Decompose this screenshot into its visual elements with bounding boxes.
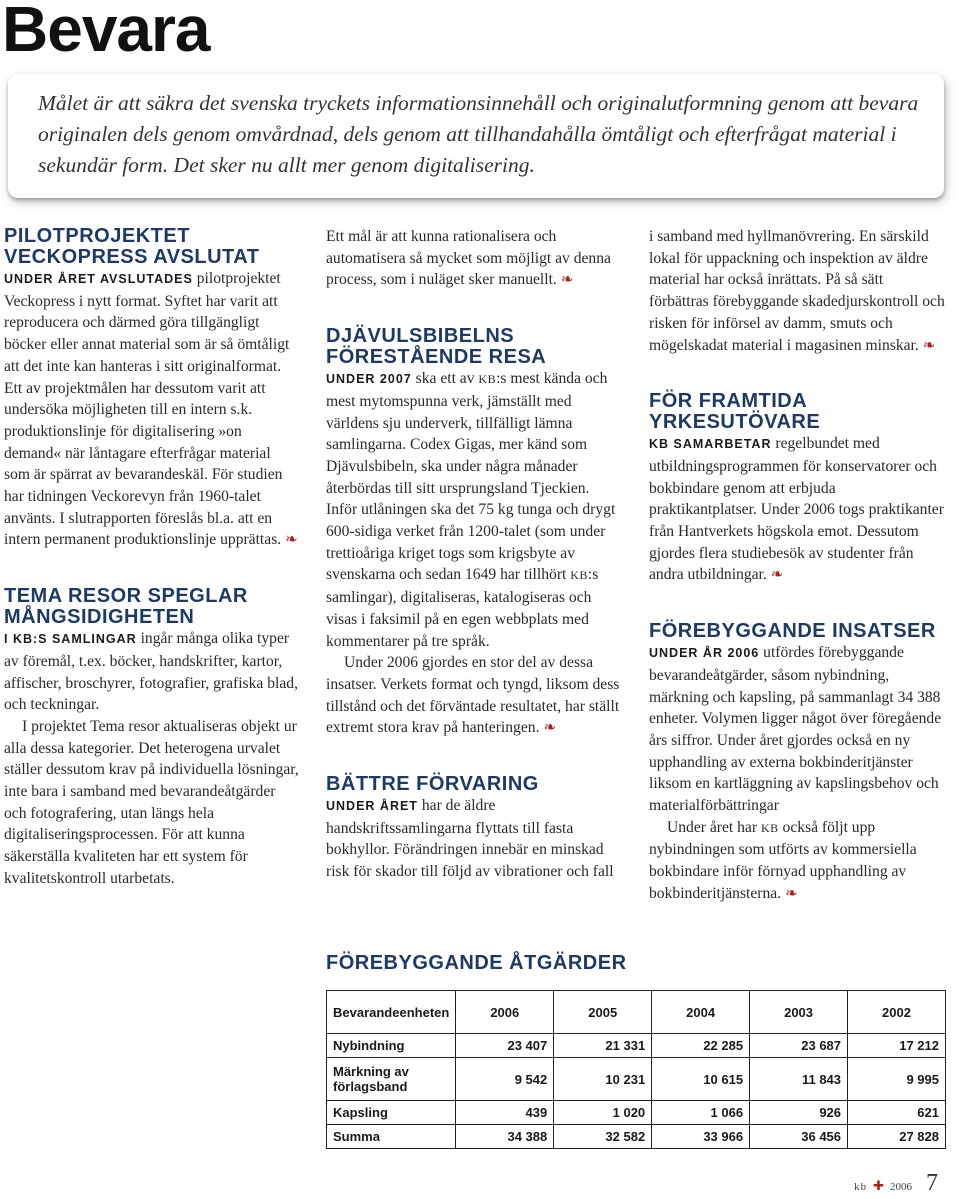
paragraph-pilotprojektet: UNDER ÅRET AVSLUTADES pilotprojektet Veckopress i nytt format. Syftet har varit att reproducera och därmed göra tillgängligt böcker eller annat material som är så ömtåligt att det inte kan hanteras i sitt originalformat. Ett av projektmålen har dessutom varit att undersöka möjligheten till en intern s.k. produktionslinje för digitalisering »on demand« när låntagare efterfrågar material som är spärrat av bevarandeskäl. För studien har tidningen Veckorevyn från 1960-talet använts. I slutrapporten föreslås bl.a. att en intern permanent produktionslinje upprättas. ❧ [4,270,298,549]
table-cell: 21 331 [554,1034,652,1058]
table-header-year: 2002 [848,991,946,1034]
footer-year: 2006 [890,1181,912,1193]
statistics-table [326,990,946,1149]
table-header-year: 2005 [554,991,652,1034]
paragraph-djavulsbibeln-2: Under 2006 gjordes en stor del av dessa insatser. Verkets format och tyngd, liksom dess tillstånd och det förväntade resultatet, har ställt extremt stora krav på hanteringen. ❧ [326,654,620,737]
table-cell: 10 615 [652,1058,750,1101]
table-cell: 10 231 [554,1058,652,1101]
column-1 [4,226,299,890]
lead-in: UNDER ÅR 2006 [649,646,760,661]
paragraph-forebyggande-insatser-2: Under året har KB också följt upp nybindningen som utförts av kommersiella bokbindare inför förnyad upphandling av bokbinderitjänsterna. ❧ [649,818,917,902]
heading-framtida-yrkesutovare: FÖR FRAMTIDA YRKESUTÖVARE [649,390,821,434]
table-cell: 9 542 [456,1058,554,1101]
heading-battre-forvaring: BÄTTRE FÖRVARING [326,773,539,796]
table-cell: 23 407 [456,1034,554,1058]
table-cell: 36 456 [750,1125,848,1149]
table-cell: 439 [456,1101,554,1125]
lead-in: UNDER 2007 [326,372,412,387]
footer-brand: kb [854,1181,868,1193]
table-header-label: Bevarandeenheten [327,991,456,1034]
table-row [327,1125,946,1149]
table-cell: 1 020 [554,1101,652,1125]
table-header-row [327,991,946,1034]
heading-djavulsbibeln: DJÄVULSBIBELNS FÖRESTÅENDE RESA [326,325,547,369]
table-header-year: 2003 [750,991,848,1034]
end-mark-icon: ❧ [285,532,298,549]
table-row [327,1058,946,1101]
heading-forebyggande-insatser: FÖREBYGGANDE INSATSER [649,620,936,643]
table-cell: 23 687 [750,1034,848,1058]
table-cell: 1 066 [652,1101,750,1125]
intro-text: Målet är att säkra det svenska tryckets informationsinnehåll och originalutformning genom att bevara originalen dels genom omvårdnad, dels genom att tillhandahålla ömtåligt och efterfrågat material i sekundär form. Det sker nu allt mer genom digitalisering. [38,91,919,177]
paragraph-tema-resor: I KB:S SAMLINGAR ingår många olika typer av föremål, t.ex. böcker, handskrifter, kartor, affischer, broschyrer, fotografier, grafiska blad, och teckningar. [4,630,298,714]
end-mark-icon: ❧ [543,720,557,737]
table-cell: 11 843 [750,1058,848,1101]
table-cell: 33 966 [652,1125,750,1149]
heading-tema-resor: TEMA RESOR SPEGLAR MÅNGSIDIGHETEN [4,585,248,629]
table-row [327,1034,946,1058]
intro-box [8,74,944,198]
column-3 [649,226,945,906]
row-label: Nybindning [327,1034,456,1058]
table-header-year: 2004 [652,991,750,1034]
row-label: Kapsling [327,1101,456,1125]
paragraph-framtida-yrkesutovare: KB SAMARBETAR regelbundet med utbildningsprogrammen för konservatorer och bokbindare genom att erbjuda praktikantplatser. Under 2006 togs praktikanter från Hantverkets högskola emot. Dessutom gjordes flera studiebesök av studenter från andra utbildningar. ❧ [649,435,944,584]
table-cell: 17 212 [848,1034,946,1058]
end-mark-icon: ❧ [560,272,574,289]
paragraph-forebyggande-insatser: UNDER ÅR 2006 utfördes förebyggande bevarandeåtgärder, såsom nybindning, märkning och kapsling, på sammanlagt 34 388 enheter. Volymen ligger något över föregående års siffror. Under året gjordes också en ny upphandling av externa bokbinderitjänster liksom en kartläggning av kapslingsbehov och materialförbättringar [649,644,942,815]
column-2 [326,226,622,883]
row-label: Märkning av förlagsband [327,1058,456,1101]
table-cell: 22 285 [652,1034,750,1058]
paragraph-djavulsbibeln: UNDER 2007 ska ett av KB:s mest kända och mest mytomspunna verk, jämställt med världens sju underverk, tillfälligt lämna samlingarna. Codex Gigas, mer känd som Djävulsbibeln, ska under några månader återbördas till sitt ursprungsland Tjeckien. Inför utlåningen ska det 75 kg tunga och drygt 600-sidiga verket från 1200-talet (som under trettioåriga kriget togs som krigsbyte av svenskarna och sedan 1649 har tillhört KB:s samlingar), digitaliseras, katalogiseras och visas i faksimil på en egen webbplats med kommentarer på tre språk. [326,370,616,650]
paragraph-tema-continued: Ett mål är att kunna rationalisera och automatisera så mycket som möjligt av denna process, som i nuläget sker manuellt. ❧ [326,228,611,289]
table-header-year: 2006 [456,991,554,1034]
table-cell: 34 388 [456,1125,554,1149]
lead-in: UNDER ÅRET AVSLUTADES [4,272,193,286]
table-title: FÖREBYGGANDE ÅTGÄRDER [326,952,627,974]
table-cell: 27 828 [848,1125,946,1149]
table-cell: 32 582 [554,1125,652,1149]
lead-in: UNDER ÅRET [326,799,418,814]
table-cell: 621 [848,1101,946,1125]
row-label: Summa [327,1125,456,1149]
end-mark-icon: ❧ [922,337,936,354]
table-cell: 926 [750,1101,848,1125]
cross-icon: ✚ [873,1179,884,1194]
page-number: 7 [926,1170,938,1196]
paragraph-tema-resor-2: I projektet Tema resor aktualiseras objekt ur alla dessa kategorier. Det heterogena urvalet ställer dessutom krav på individuella lösningar, inte bara i samband med bevarandeåtgärder och fotografering, utan längs hela digitaliseringsprocessen. För att kunna säkerställa kvaliteten har ett system för kvalitetskontroll utarbetats. [4,717,299,887]
table-cell: 9 995 [848,1058,946,1101]
paragraph-forvaring-continued: i samband med hyllmanövrering. En särskild lokal för uppackning och inspektion av äldre material har också inrättats. På så sätt förbättras förebyggande skadedjurskontroll och risken för införsel av damm, smuts och mögelskadat material i magasinen minskar. ❧ [649,228,945,354]
paragraph-battre-forvaring: UNDER ÅRET har de äldre handskriftssamlingarna flyttats till fasta bokhyllor. Förändringen innebär en minskad risk för skador till följd av vibrationer och fall [326,797,614,881]
page-footer [854,1170,938,1197]
end-mark-icon: ❧ [785,885,798,902]
end-mark-icon: ❧ [770,567,784,584]
page-title: Bevara [2,0,210,65]
table-row [327,1101,946,1125]
lead-in: I KB:S SAMLINGAR [4,632,137,647]
heading-pilotprojektet: PILOTPROJEKTET VECKOPRESS AVSLUTAT [4,225,260,268]
lead-in: KB SAMARBETAR [649,437,772,452]
